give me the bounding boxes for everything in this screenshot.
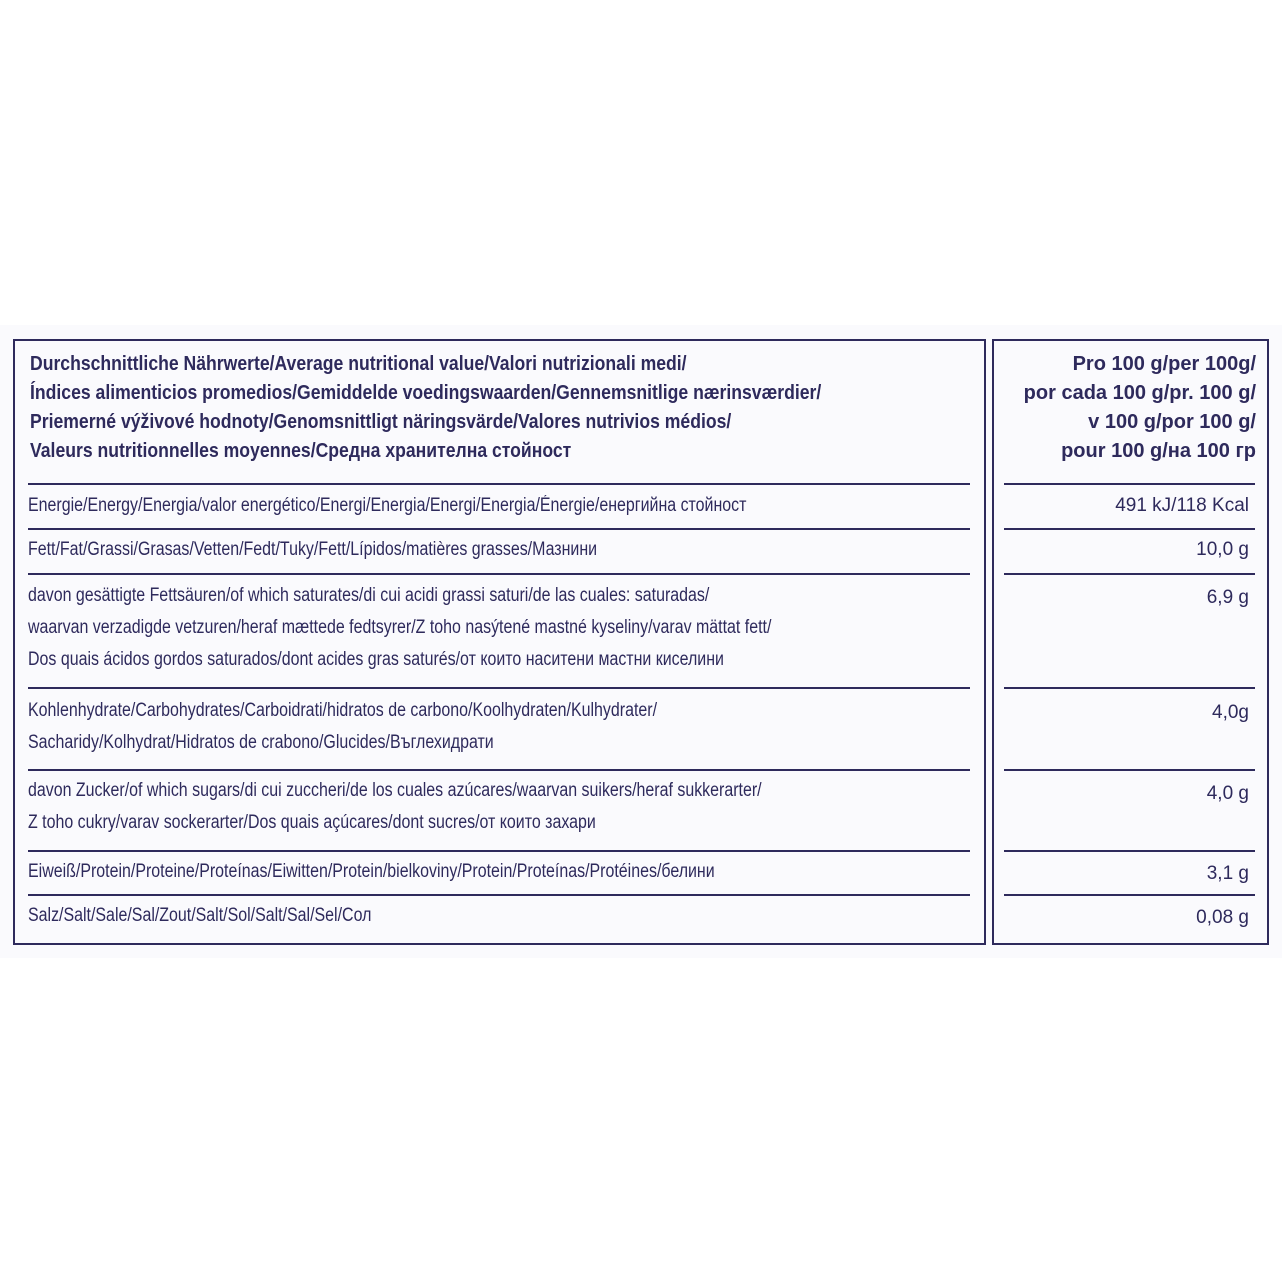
row-divider bbox=[1004, 894, 1255, 896]
nutrient-protein bbox=[28, 856, 868, 888]
value-fat: 10,0 g bbox=[1196, 539, 1249, 560]
nutrient-line: Dos quais ácidos gordos saturados/dont acides gras saturés/от които наситени мастни киселини bbox=[28, 649, 724, 670]
value-saturates: 6,9 g bbox=[1206, 587, 1249, 608]
nutrient-line: Energie/Energy/Energia/valor energético/Energi/Energia/Energi/Energia/Énergie/енергийна стойност bbox=[28, 495, 747, 516]
value-sugars: 4,0 g bbox=[1206, 783, 1249, 804]
row-divider bbox=[1004, 850, 1255, 852]
table-header bbox=[30, 350, 866, 466]
nutrient-line: davon gesättigte Fettsäuren/of which saturates/di cui acidi grassi saturi/de las cuales: saturadas/ bbox=[28, 585, 710, 606]
nutrient-sugars bbox=[28, 775, 868, 839]
nutrient-line: Sacharidy/Kolhydrat/Hidratos de crabono/Glucides/Въглехидрати bbox=[28, 732, 494, 753]
per-header-line: por cada 100 g/pr. 100 g/ bbox=[1023, 382, 1256, 404]
per-header-line: v 100 g/por 100 g/ bbox=[1088, 411, 1256, 433]
row-divider bbox=[1004, 687, 1255, 689]
row-divider bbox=[1004, 769, 1255, 771]
row-divider bbox=[1004, 483, 1255, 485]
row-divider bbox=[28, 769, 970, 771]
row-divider bbox=[1004, 573, 1255, 575]
nutrient-line: Z toho cukry/varav sockerarter/Dos quais açúcares/dont sucres/от които захари bbox=[28, 812, 596, 833]
row-divider bbox=[28, 850, 970, 852]
header-line: Priemerné výživové hodnoty/Genomsnittligt näringsvärde/Valores nutrivios médios/ bbox=[30, 411, 732, 433]
header-line: Durchschnittliche Nährwerte/Average nutritional value/Valori nutrizionali medi/ bbox=[30, 353, 687, 375]
header-line: Valeurs nutritionnelles moyennes/Средна хранителна стойност bbox=[30, 440, 572, 462]
value-energy: 491 kJ/118 Kcal bbox=[1115, 495, 1249, 516]
row-divider bbox=[1004, 528, 1255, 530]
nutrient-line: Salz/Salt/Sale/Sal/Zout/Salt/Sol/Salt/Sal/Sel/Сол bbox=[28, 905, 372, 926]
nutrient-salt bbox=[28, 900, 868, 932]
row-divider bbox=[28, 528, 970, 530]
row-divider bbox=[28, 483, 970, 485]
nutrient-fat bbox=[28, 534, 868, 566]
nutrient-line: Fett/Fat/Grassi/Grasas/Vetten/Fedt/Tuky/Fett/Lípidos/matières grasses/Мазнини bbox=[28, 539, 598, 560]
value-salt: 0,08 g bbox=[1196, 907, 1249, 928]
nutrient-line: waarvan verzadigde vetzuren/heraf mættede fedtsyrer/Z toho nasýtené mastné kyseliny/varav mättat fett/ bbox=[28, 617, 772, 638]
nutrient-line: davon Zucker/of which sugars/di cui zuccheri/de los cuales azúcares/waarvan suikers/heraf sukkerarter/ bbox=[28, 780, 762, 801]
per-header-line: Pro 100 g/per 100g/ bbox=[1072, 353, 1256, 375]
nutrient-line: Eiweiß/Protein/Proteine/Proteínas/Eiwitten/Protein/bielkoviny/Protein/Proteínas/Protéines/белини bbox=[28, 861, 715, 882]
row-divider bbox=[28, 894, 970, 896]
per-header-line: pour 100 g/на 100 гр bbox=[1061, 440, 1256, 462]
row-divider bbox=[28, 687, 970, 689]
nutrient-line: Kohlenhydrate/Carbohydrates/Carboidrati/hidratos de carbono/Koolhydraten/Kulhydrater/ bbox=[28, 700, 658, 721]
value-protein: 3,1 g bbox=[1206, 863, 1249, 884]
value-carbohydrates: 4,0g bbox=[1212, 702, 1249, 723]
per-100g-header bbox=[1002, 350, 1256, 466]
row-divider bbox=[28, 573, 970, 575]
nutrient-carbohydrates bbox=[28, 695, 868, 759]
header-line: Índices alimenticios promedios/Gemiddelde voedingswaarden/Gennemsnitlige nærinsværdier/ bbox=[30, 382, 822, 404]
nutrient-energy bbox=[28, 490, 868, 522]
nutrient-saturates bbox=[28, 580, 868, 676]
